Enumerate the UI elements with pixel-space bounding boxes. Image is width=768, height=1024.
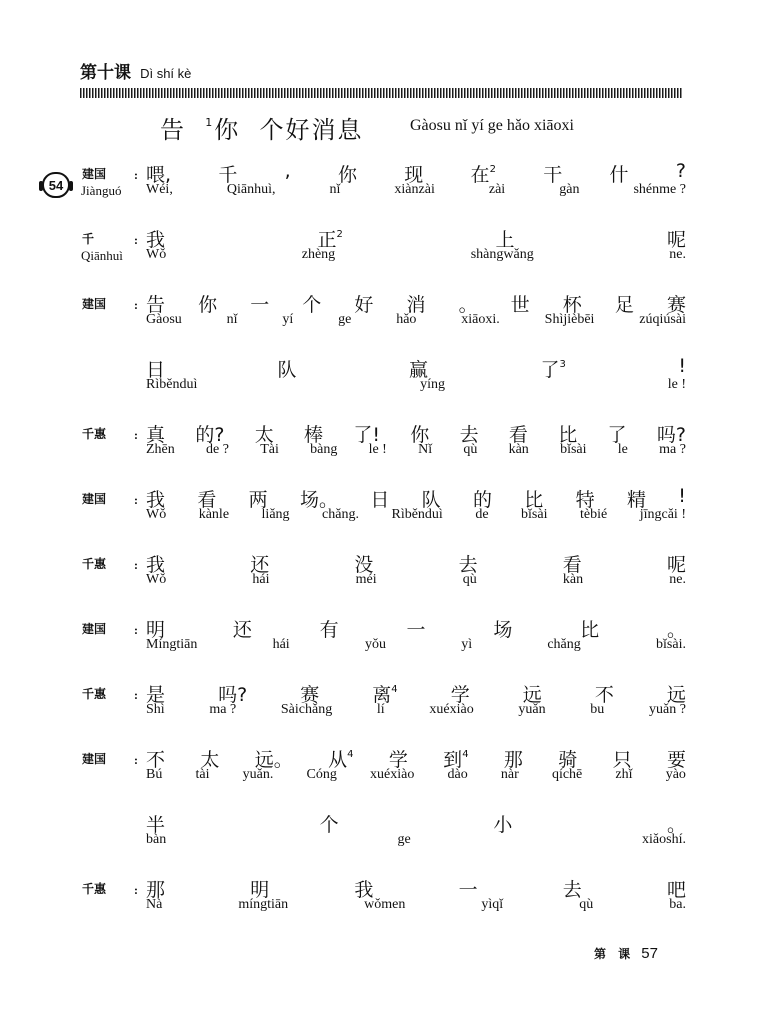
hanzi-token: 那 xyxy=(146,879,166,901)
speaker-name-cn: 建国 xyxy=(82,492,107,506)
lesson-number-cn: 第十课 xyxy=(80,63,131,83)
dialogue-line xyxy=(0,810,768,850)
hanzi-token: 比 xyxy=(580,619,600,641)
hanzi-token: 学 xyxy=(388,749,408,771)
pinyin-token: zài xyxy=(488,182,506,197)
hanzi-token: 赛 xyxy=(666,294,686,316)
pinyin-token: le ! xyxy=(368,442,387,457)
dialogue-line xyxy=(0,290,768,330)
hanzi-token: 足 xyxy=(614,294,634,316)
dialogue-line xyxy=(0,550,768,590)
pinyin-token: Shìjièbēi xyxy=(544,312,595,327)
pinyin-token: shàngwǎng xyxy=(470,247,534,262)
pinyin-token: chǎng. xyxy=(322,507,359,522)
pinyin-token: ge xyxy=(397,832,411,847)
hanzi-token: 的? xyxy=(195,424,225,446)
hanzi-token: 你 xyxy=(198,294,218,316)
pinyin-token: bàn xyxy=(146,832,167,847)
dialogue-line xyxy=(0,225,768,265)
footnote-marker: 2 xyxy=(489,164,496,175)
hanzi-token: 半 xyxy=(146,814,166,836)
speaker-colon: : xyxy=(134,168,138,182)
hanzi-token: 看 xyxy=(562,554,582,576)
pinyin-token: yǒu xyxy=(364,637,386,652)
pinyin-token: gàn xyxy=(559,182,580,197)
speaker-name-cn: 千惠 xyxy=(82,687,107,701)
footnote-marker: 2 xyxy=(336,229,343,240)
pinyin-token: ma ? xyxy=(659,442,686,457)
hanzi-token: 看 xyxy=(197,489,217,511)
page-footer xyxy=(594,943,658,962)
speaker-name-cn: 千惠 xyxy=(82,427,107,441)
hanzi-token: 千 xyxy=(218,164,238,186)
pinyin-token: wǒmen xyxy=(364,897,406,912)
hanzi-token: 赛 xyxy=(300,684,320,706)
lesson-header xyxy=(80,58,191,83)
hanzi-token: 远 xyxy=(522,684,542,706)
pinyin-token: Wǒ xyxy=(146,507,167,522)
pinyin-token: le ! xyxy=(667,377,686,392)
dialogue-line xyxy=(0,160,768,200)
pinyin-token: Wéi, xyxy=(146,182,173,197)
hanzi-token: 不 xyxy=(594,684,614,706)
pinyin-token: bǐsài xyxy=(560,442,587,457)
pinyin-token: le xyxy=(617,442,628,457)
hanzi-token: 只 xyxy=(612,749,632,771)
hanzi-token: ! xyxy=(678,355,686,377)
speaker-name-pinyin: Jiànguó xyxy=(81,183,122,198)
footer-label: 第 课 xyxy=(594,947,635,961)
pinyin-token: ne. xyxy=(669,247,686,262)
pinyin-token: xiǎoshí. xyxy=(642,832,686,847)
pinyin-token: kàn xyxy=(562,572,584,587)
hanzi-token: 一 xyxy=(250,294,270,316)
hanzi-token: 吧 xyxy=(666,879,686,901)
pinyin-token: Shì xyxy=(146,702,165,717)
hanzi-token: 棒 xyxy=(304,424,324,446)
pinyin-token: xuéxiào xyxy=(370,767,415,782)
pinyin-token: liǎng xyxy=(261,507,290,522)
pinyin-token: bǐsài xyxy=(521,507,548,522)
hanzi-token: 喂, xyxy=(146,164,172,186)
pinyin-token: Rìběnduì xyxy=(146,377,198,392)
pinyin-token: shénme ? xyxy=(633,182,686,197)
hanzi-token: 了! xyxy=(353,424,380,446)
speaker-name-pinyin: Qiānhuì xyxy=(81,248,123,263)
hanzi-token: 吗? xyxy=(218,684,248,706)
hanzi-token: 有 xyxy=(319,619,339,641)
hanzi-token: 什 xyxy=(609,164,629,186)
pinyin-token: xiànzài xyxy=(394,182,435,197)
pinyin-line xyxy=(146,702,686,718)
hanzi-token: 看 xyxy=(508,424,528,446)
pinyin-token: hái xyxy=(272,637,290,652)
hanzi-token: 我 xyxy=(146,554,166,576)
hanzi-token: 去 xyxy=(458,554,478,576)
hanzi-token: 杯 xyxy=(562,294,582,316)
footnote-marker: 4 xyxy=(391,684,398,695)
pinyin-token: bàng xyxy=(310,442,338,457)
pinyin-line xyxy=(146,442,686,458)
pinyin-token: Bú xyxy=(146,767,163,782)
hanzi-token: 现 xyxy=(404,164,424,186)
pinyin-token: yào xyxy=(665,767,686,782)
speaker-colon: : xyxy=(134,753,138,767)
pinyin-token: tèbié xyxy=(580,507,608,522)
pinyin-line xyxy=(146,377,686,393)
lesson-title-pinyin: Gàosu nǐ yí ge hǎo xiāoxi xyxy=(410,117,574,134)
dialogue-line xyxy=(0,615,768,655)
hanzi-token: 两 xyxy=(248,489,268,511)
pinyin-token: Gàosu xyxy=(146,312,182,327)
pinyin-token: lí xyxy=(376,702,385,717)
pinyin-token: Nǐ xyxy=(418,442,433,457)
pinyin-line xyxy=(146,182,686,198)
pinyin-token: qù xyxy=(463,442,478,457)
pinyin-line xyxy=(146,767,686,783)
hanzi-token: 队 xyxy=(421,489,441,511)
speaker-colon: : xyxy=(134,688,138,702)
pinyin-token: Míngtiān xyxy=(146,637,198,652)
hanzi-token: 干 xyxy=(543,164,563,186)
hanzi-token: 到$^4$ xyxy=(443,749,469,771)
hanzi-token: 日 xyxy=(146,359,166,381)
pinyin-line xyxy=(146,507,686,523)
hanzi-token: 呢 xyxy=(666,229,686,251)
hanzi-token: 日 xyxy=(370,489,390,511)
hanzi-token: 了$^3$ xyxy=(540,359,566,381)
hanzi-token: 精 xyxy=(626,489,646,511)
hanzi-token: 离$^4$ xyxy=(372,684,398,706)
pinyin-token: qíchē xyxy=(551,767,583,782)
dialogue-line xyxy=(0,745,768,785)
speaker-name-cn: 建国 xyxy=(82,752,107,766)
pinyin-token: qù xyxy=(462,572,477,587)
lesson-title-cn: 告 $^1$你 个好消息 xyxy=(160,116,364,144)
hanzi-token: 你 xyxy=(410,424,430,446)
hanzi-token: 。 xyxy=(458,294,478,316)
hanzi-token: 正$^2$ xyxy=(317,229,343,251)
hanzi-token: ? xyxy=(675,160,686,182)
pinyin-token: xiāoxi. xyxy=(461,312,500,327)
speaker-name-cn: 建国 xyxy=(82,622,107,636)
hanzi-token: 还 xyxy=(232,619,252,641)
hanzi-token: 我 xyxy=(354,879,374,901)
pinyin-token: bǐsài. xyxy=(656,637,686,652)
pinyin-token: yìqǐ xyxy=(481,897,504,912)
pinyin-token: zhǐ xyxy=(615,767,633,782)
dialogue-line xyxy=(0,485,768,525)
pinyin-line xyxy=(146,572,686,588)
hanzi-token: ! xyxy=(678,485,686,507)
pinyin-token: jīngcǎi ! xyxy=(639,507,686,522)
pinyin-token: dào xyxy=(447,767,468,782)
hanzi-token: 学 xyxy=(450,684,470,706)
pinyin-token: nǐ xyxy=(226,312,238,327)
hanzi-token: 我 xyxy=(146,229,166,251)
hanzi-token: 个 xyxy=(319,814,339,836)
pinyin-token: nǐ xyxy=(329,182,341,197)
pinyin-token: ne. xyxy=(669,572,686,587)
pinyin-token: kàn xyxy=(508,442,529,457)
speaker-colon: : xyxy=(134,493,138,507)
pinyin-token: yí xyxy=(282,312,294,327)
pinyin-token: Qiānhuì, xyxy=(226,182,276,197)
pinyin-token: Sàichǎng xyxy=(280,702,333,717)
page-number: 57 xyxy=(641,945,658,962)
pinyin-line xyxy=(146,637,686,653)
hanzi-token: 一 xyxy=(406,619,426,641)
pinyin-token: de xyxy=(475,507,489,522)
speaker-colon: : xyxy=(134,233,138,247)
pinyin-token: Zhēn xyxy=(146,442,175,457)
hanzi-token: 特 xyxy=(575,489,595,511)
hanzi-token: , xyxy=(284,160,291,182)
hanzi-token: 的 xyxy=(472,489,492,511)
pinyin-token: Rìběnduì xyxy=(391,507,443,522)
audio-track-icon[interactable]: 54 xyxy=(42,172,70,198)
speaker-colon: : xyxy=(134,558,138,572)
speaker-name-cn: 千惠 xyxy=(82,557,107,571)
pinyin-token: hǎo xyxy=(396,312,417,327)
pinyin-token: méi xyxy=(355,572,377,587)
pinyin-token: Nà xyxy=(146,897,163,912)
pinyin-token: yuǎn xyxy=(518,702,546,717)
pinyin-token: chǎng xyxy=(547,637,581,652)
pinyin-token: yì xyxy=(461,637,473,652)
speaker-name-cn: 千 xyxy=(82,232,95,246)
pinyin-token: yíng xyxy=(420,377,445,392)
hanzi-token: 队 xyxy=(277,359,297,381)
hanzi-token: 告 xyxy=(146,294,166,316)
footnote-marker: 4 xyxy=(462,749,469,760)
speaker-colon: : xyxy=(134,623,138,637)
pinyin-token: xuéxiào xyxy=(429,702,474,717)
hanzi-token: 了 xyxy=(607,424,627,446)
pinyin-token: yuǎn ? xyxy=(648,702,686,717)
pinyin-token: Cóng xyxy=(306,767,337,782)
lesson-title xyxy=(0,110,768,146)
pinyin-token: Wǒ xyxy=(146,247,167,262)
pinyin-token: zúqiúsài xyxy=(639,312,686,327)
header-rule xyxy=(80,88,682,98)
dialogue-line xyxy=(0,875,768,915)
speaker-colon: : xyxy=(134,428,138,442)
pinyin-token: de ? xyxy=(206,442,229,457)
hanzi-token: 在$^2$ xyxy=(470,164,496,186)
footnote-marker: 3 xyxy=(559,359,566,370)
hanzi-token: 吗? xyxy=(656,424,686,446)
hanzi-token: 那 xyxy=(503,749,523,771)
hanzi-token: 上 xyxy=(495,229,515,251)
hanzi-token: 去 xyxy=(459,424,479,446)
speaker-name-cn: 建国 xyxy=(82,167,107,181)
hanzi-token: 一 xyxy=(458,879,478,901)
speaker-colon: : xyxy=(134,298,138,312)
pinyin-token: ba. xyxy=(669,897,686,912)
hanzi-token: 好 xyxy=(354,294,374,316)
pinyin-line xyxy=(146,247,686,263)
dialogue-line xyxy=(0,420,768,460)
footnote-marker: 4 xyxy=(347,749,354,760)
pinyin-token: yuǎn. xyxy=(242,767,274,782)
hanzi-token: 是 xyxy=(146,684,166,706)
hanzi-token: 比 xyxy=(524,489,544,511)
hanzi-token: 真 xyxy=(146,424,166,446)
pinyin-token: bu xyxy=(590,702,605,717)
hanzi-token: 。 xyxy=(666,814,686,836)
hanzi-token: 要 xyxy=(666,749,686,771)
dialogue-line xyxy=(0,680,768,720)
hanzi-token: 呢 xyxy=(666,554,686,576)
pinyin-token: qù xyxy=(579,897,594,912)
speaker-colon: : xyxy=(134,883,138,897)
hanzi-token: 个 xyxy=(302,294,322,316)
hanzi-token: 场。 xyxy=(299,489,338,511)
speaker-name-cn: 千惠 xyxy=(82,882,107,896)
hanzi-token: 不 xyxy=(146,749,166,771)
pinyin-token: míngtiān xyxy=(238,897,289,912)
pinyin-line xyxy=(146,897,686,913)
pinyin-token: Wǒ xyxy=(146,572,167,587)
hanzi-token: 我 xyxy=(146,489,166,511)
hanzi-token: 从$^4$ xyxy=(328,749,354,771)
pinyin-token: Tài xyxy=(260,442,279,457)
pinyin-token: tài xyxy=(195,767,210,782)
hanzi-token: 太 xyxy=(200,749,220,771)
hanzi-token: 明 xyxy=(250,879,270,901)
hanzi-token: 太 xyxy=(254,424,274,446)
hanzi-token: 远。 xyxy=(254,749,293,771)
hanzi-token: 。 xyxy=(666,619,686,641)
pinyin-token: zhèng xyxy=(301,247,336,262)
hanzi-token: 去 xyxy=(562,879,582,901)
pinyin-token: ge xyxy=(338,312,352,327)
hanzi-token: 明 xyxy=(146,619,166,641)
hanzi-token: 你 xyxy=(337,164,357,186)
pinyin-token: hái xyxy=(252,572,270,587)
hanzi-token: 比 xyxy=(558,424,578,446)
hanzi-token: 没 xyxy=(354,554,374,576)
pinyin-token: nàr xyxy=(500,767,519,782)
dialogue-line xyxy=(0,355,768,395)
speaker-name-cn: 建国 xyxy=(82,297,107,311)
pinyin-token: kànle xyxy=(198,507,230,522)
hanzi-token: 世 xyxy=(510,294,530,316)
hanzi-token: 还 xyxy=(250,554,270,576)
hanzi-token: 小 xyxy=(493,814,513,836)
lesson-number-pinyin: Dì shí kè xyxy=(140,66,192,81)
pinyin-line xyxy=(146,832,686,848)
hanzi-token: 消 xyxy=(406,294,426,316)
hanzi-token: 远 xyxy=(666,684,686,706)
hanzi-token: 场 xyxy=(493,619,513,641)
hanzi-token: 骑 xyxy=(558,749,578,771)
pinyin-line xyxy=(146,312,686,328)
hanzi-token: 赢 xyxy=(409,359,429,381)
footnote-marker: 1 xyxy=(205,116,215,129)
pinyin-token: ma ? xyxy=(209,702,237,717)
